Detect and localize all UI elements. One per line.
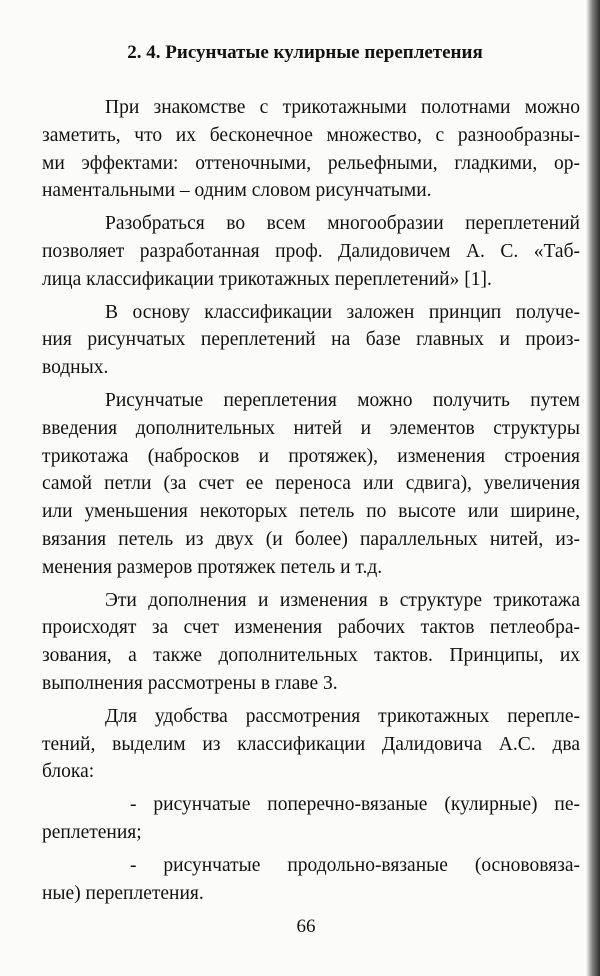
page-number: 66 — [296, 916, 316, 937]
paragraph — [42, 299, 580, 382]
body-text — [42, 94, 580, 912]
text-line: - рисунчатые продольно-вязаные (основовяза- — [130, 854, 580, 876]
section-title: 2. 4. Рисунчатые кулирные переплетения — [127, 42, 483, 63]
text-line: Для удобства рассмотрения трикотажных перепле- — [105, 705, 580, 727]
text-line: ные) переплетения. — [42, 882, 204, 904]
text-line: выполнения рассмотрены в главе 3. — [42, 672, 338, 694]
text-line: При знакомстве с трикотажными полотнами можно — [105, 97, 580, 118]
paragraph — [42, 210, 580, 293]
text-line: Эти дополнения и изменения в структуре трикотажа — [105, 589, 580, 611]
paragraph — [42, 387, 580, 582]
paragraph — [42, 703, 580, 786]
text-line: введения дополнительных нитей и элементов структуры — [42, 417, 580, 439]
text-line: менения размеров протяжек петель и т.д. — [42, 556, 383, 578]
text-line: вязания петель из двух (и более) параллельных нитей, из- — [42, 528, 580, 550]
text-line: Рисунчатые переплетения можно получить путем — [105, 389, 580, 411]
text-line: самой петли (за счет ее переноса или сдвига), увеличения — [42, 473, 580, 495]
text-line: наментальными – одним словом рисунчатыми. — [42, 180, 432, 202]
text-line: В основу классификации заложен принцип получе- — [105, 301, 580, 323]
paragraph — [42, 587, 580, 698]
text-line: заметить, что их бесконечное множество, с разнообразны- — [42, 124, 580, 146]
text-line: Разобраться во всем многообразии переплетений — [105, 213, 580, 235]
paragraph — [42, 94, 580, 205]
text-line: или уменьшения некоторых петель по высоте или ширине, — [42, 501, 580, 523]
text-line: тений, выделим из классификации Далидовича А.С. два — [42, 733, 580, 755]
list-item — [42, 852, 580, 908]
text-line: реплетения; — [42, 821, 142, 843]
list-item — [42, 791, 580, 847]
text-line: блока: — [42, 761, 95, 783]
scan-page-edge — [586, 0, 600, 976]
text-line: зования, а также дополнительных тактов. Принципы, их — [42, 645, 580, 667]
text-line: происходят за счет изменения рабочих тактов петлеобра- — [42, 617, 580, 639]
text-line: ния рисунчатых переплетений на базе главных и произ- — [42, 329, 580, 351]
text-line: лица классификации трикотажных переплетений» [1]. — [42, 268, 492, 290]
text-line: позволяет разработанная проф. Далидовичем А. С. «Таб- — [42, 240, 580, 262]
text-line: трикотажа (набросков и протяжек), изменения строения — [42, 445, 580, 467]
text-line: - рисунчатые поперечно-вязаные (кулирные) пе- — [130, 794, 580, 816]
text-line: ми эффектами: оттеночными, рельефными, гладкими, ор- — [42, 152, 580, 174]
text-line: водных. — [42, 357, 109, 379]
